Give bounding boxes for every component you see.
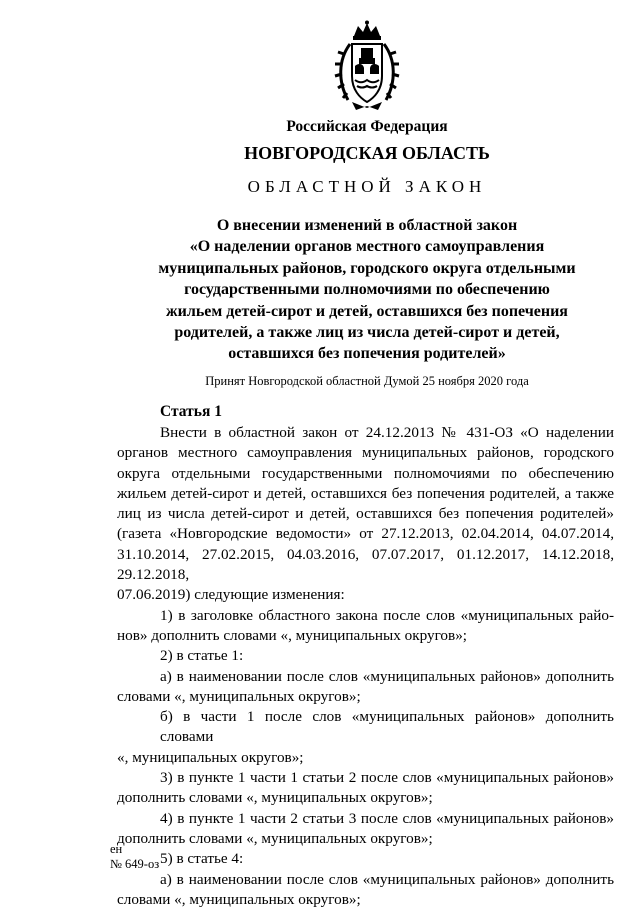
region-name: НОВГОРОДСКАЯ ОБЛАСТЬ: [244, 143, 490, 163]
body-line: а) в наименовании после слов «муниципальных районов» дополнить: [160, 667, 614, 685]
article-heading: Статья 1: [160, 403, 222, 420]
body-line: 5) в статье 4:: [160, 850, 244, 868]
body-line: Внести в областной закон от 24.12.2013 № 431-ОЗ «О наделении: [160, 424, 614, 441]
article-body: [117, 423, 614, 910]
body-line: 4) в пункте 1 части 2 статьи 3 после слов «муниципальных районов»: [160, 809, 614, 827]
title-line: государственными полномочиями по обеспечению: [184, 281, 550, 299]
law-title: [120, 215, 614, 365]
body-line: дополнить словами «, муниципальных округов»;: [117, 789, 433, 807]
body-line: (газета «Новгородские ведомости» от 27.12.2013, 02.04.2014, 04.07.2014,: [117, 525, 614, 543]
body-line: 1) в заголовке областного закона после слов «муниципальных райо-: [160, 606, 614, 624]
law-type: ОБЛАСТНОЙ ЗАКОН: [247, 177, 487, 196]
body-line: 07.06.2019) следующие изменения:: [117, 586, 345, 604]
title-line: жильем детей-сирот и детей, оставшихся без попечения: [166, 302, 568, 320]
footer-law-number: № 649-оз: [110, 857, 160, 871]
federation-name: Российская Федерация: [286, 118, 448, 135]
title-line: оставшихся без попечения родителей»: [228, 345, 506, 363]
body-line: жильем детей-сирот и детей, оставшихся без попечения родителей, а также: [117, 484, 614, 502]
footer-reference: [110, 842, 159, 872]
body-line: округа отдельными государственными полномочиями по обеспечению: [117, 464, 614, 482]
body-line: словами «, муниципальных округов»;: [117, 687, 361, 705]
body-line: 3) в пункте 1 части 1 статьи 2 после слов «муниципальных районов»: [160, 769, 614, 787]
body-line: нов» дополнить словами «, муниципальных округов»;: [117, 626, 468, 644]
coat-of-arms-emblem: [332, 20, 402, 112]
body-line: органов местного самоуправления муниципальных районов, городского: [117, 444, 614, 462]
title-line: О внесении изменений в областной закон: [216, 217, 518, 234]
body-line: словами «, муниципальных округов»;: [117, 890, 361, 908]
body-line: дополнить словами «, муниципальных округов»;: [117, 829, 433, 847]
body-line: б) в части 1 после слов «муниципальных районов» дополнить словами: [160, 708, 614, 746]
footer-initials: ен: [110, 842, 123, 856]
title-line: родителей, а также лиц из числа детей-сирот и детей,: [174, 324, 560, 342]
body-line: а) в наименовании после слов «муниципальных районов» дополнить: [160, 870, 614, 888]
body-line: «, муниципальных округов»;: [117, 748, 304, 766]
title-line: «О наделении органов местного самоуправления: [189, 238, 545, 256]
title-line: муниципальных районов, городского округа отдельными: [158, 259, 576, 277]
body-line: 31.10.2014, 27.02.2015, 04.03.2016, 07.07.2017, 01.12.2017, 14.12.2018, 29.12.2018,: [117, 545, 614, 584]
adoption-note: Принят Новгородской областной Думой 25 ноября 2020 года: [205, 374, 529, 388]
body-line: лиц из числа детей-сирот и детей, оставшихся без попечения родителей»: [117, 505, 614, 523]
body-line: 2) в статье 1:: [160, 647, 244, 665]
